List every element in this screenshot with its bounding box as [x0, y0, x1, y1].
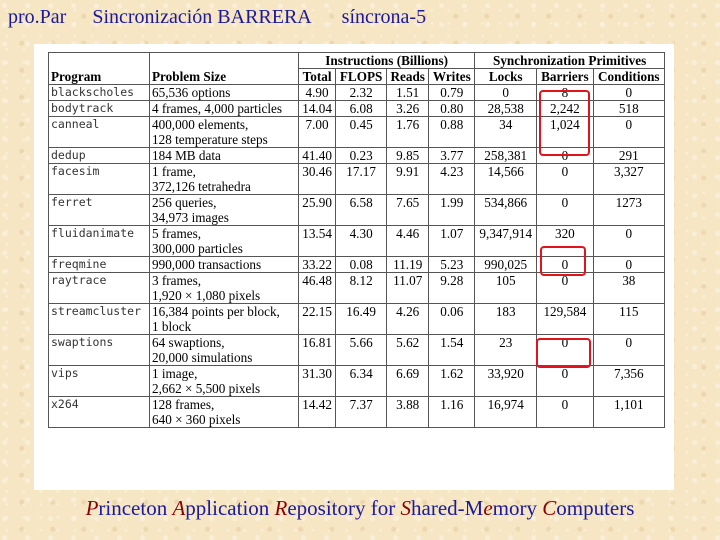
problem-size [150, 148, 299, 164]
barriers-cell: 1,024 [537, 117, 593, 148]
caption-word: mory [492, 496, 543, 520]
locks-cell: 34 [475, 117, 537, 148]
problem-size [150, 366, 299, 397]
course-name: pro.Par [8, 6, 67, 28]
writes-cell: 0.88 [429, 117, 475, 148]
writes-cell: 9.28 [429, 273, 475, 304]
conditions-cell: 518 [593, 101, 664, 117]
problem-size-line: 990,000 transactions [152, 257, 262, 272]
program-name: canneal [49, 117, 150, 148]
reads-cell: 4.46 [387, 226, 429, 257]
program-name: swaptions [49, 335, 150, 366]
conditions-cell: 0 [593, 335, 664, 366]
flops-cell: 8.12 [336, 273, 387, 304]
problem-size [150, 164, 299, 195]
conditions-cell: 1273 [593, 195, 664, 226]
slide-subtitle: síncrona-5 [341, 6, 427, 28]
flops-cell: 16.49 [336, 304, 387, 335]
problem-size-line: 20,000 simulations [152, 350, 253, 365]
table-row [49, 117, 665, 148]
conditions-cell: 3,327 [593, 164, 664, 195]
locks-cell: 28,538 [475, 101, 537, 117]
program-name: x264 [49, 397, 150, 428]
barriers-cell: 0 [537, 148, 593, 164]
caption-word: rinceton [98, 496, 173, 520]
program-name: raytrace [49, 273, 150, 304]
total-cell: 14.42 [299, 397, 336, 428]
problem-size [150, 397, 299, 428]
conditions-cell: 7,356 [593, 366, 664, 397]
reads-cell: 9.85 [387, 148, 429, 164]
problem-size-line: 3 frames, [152, 273, 202, 288]
table-row [49, 304, 665, 335]
locks-cell: 258,381 [475, 148, 537, 164]
writes-cell: 1.99 [429, 195, 475, 226]
problem-size-line: 128 temperature steps [152, 132, 268, 147]
flops-cell: 6.08 [336, 101, 387, 117]
problem-size-line: 640 × 360 pixels [152, 412, 241, 427]
header-reads: Reads [387, 69, 429, 85]
caption-word: epository for [287, 496, 401, 520]
table-row [49, 164, 665, 195]
conditions-cell: 115 [593, 304, 664, 335]
caption-initial: S [400, 496, 412, 520]
total-cell: 14.04 [299, 101, 336, 117]
header-barriers: Barriers [537, 69, 593, 85]
flops-cell: 0.45 [336, 117, 387, 148]
flops-cell: 6.58 [336, 195, 387, 226]
reads-cell: 7.65 [387, 195, 429, 226]
caption-initial: A [172, 496, 186, 520]
total-cell: 31.30 [299, 366, 336, 397]
conditions-cell: 0 [593, 257, 664, 273]
flops-cell: 2.32 [336, 85, 387, 101]
conditions-cell: 0 [593, 117, 664, 148]
program-name: ferret [49, 195, 150, 226]
flops-cell: 5.66 [336, 335, 387, 366]
flops-cell: 6.34 [336, 366, 387, 397]
problem-size-line: 184 MB data [152, 148, 221, 163]
locks-cell: 16,974 [475, 397, 537, 428]
header-locks: Locks [475, 69, 537, 85]
table-row [49, 195, 665, 226]
header-conditions: Conditions [593, 69, 664, 85]
reads-cell: 9.91 [387, 164, 429, 195]
reads-cell: 11.19 [387, 257, 429, 273]
caption-word: hared-M [411, 496, 484, 520]
problem-size [150, 304, 299, 335]
writes-cell: 3.77 [429, 148, 475, 164]
benchmark-table [48, 52, 665, 428]
problem-size-line: 1,920 × 1,080 pixels [152, 288, 261, 303]
total-cell: 22.15 [299, 304, 336, 335]
program-name: vips [49, 366, 150, 397]
barriers-cell: 0 [537, 164, 593, 195]
flops-cell: 7.37 [336, 397, 387, 428]
problem-size-line: 64 swaptions, [152, 335, 225, 350]
locks-cell: 105 [475, 273, 537, 304]
reads-cell: 3.26 [387, 101, 429, 117]
reads-cell: 1.51 [387, 85, 429, 101]
flops-cell: 4.30 [336, 226, 387, 257]
locks-cell: 990,025 [475, 257, 537, 273]
problem-size-line: 2,662 × 5,500 pixels [152, 381, 261, 396]
caption-word: pplication [185, 496, 275, 520]
locks-cell: 534,866 [475, 195, 537, 226]
slide-title [8, 6, 426, 29]
total-cell: 41.40 [299, 148, 336, 164]
header-problem-size: Problem Size [150, 53, 299, 85]
header-total: Total [299, 69, 336, 85]
barriers-cell: 2,242 [537, 101, 593, 117]
table-row [49, 397, 665, 428]
problem-size-line: 300,000 particles [152, 241, 243, 256]
caption-initial: P [85, 496, 99, 520]
barriers-cell: 0 [537, 335, 593, 366]
caption [0, 496, 720, 521]
writes-cell: 0.79 [429, 85, 475, 101]
problem-size [150, 335, 299, 366]
table-row [49, 257, 665, 273]
table-row [49, 335, 665, 366]
barriers-cell: 0 [537, 257, 593, 273]
problem-size-line: 1 frame, [152, 164, 196, 179]
topic-title: Sincronización BARRERA [92, 6, 311, 28]
table-row [49, 101, 665, 117]
flops-cell: 0.23 [336, 148, 387, 164]
problem-size-line: 1 block [152, 319, 192, 334]
writes-cell: 1.54 [429, 335, 475, 366]
problem-size-line: 5 frames, [152, 226, 202, 241]
locks-cell: 0 [475, 85, 537, 101]
total-cell: 13.54 [299, 226, 336, 257]
problem-size-line: 372,126 tetrahedra [152, 179, 251, 194]
problem-size-line: 65,536 options [152, 85, 231, 100]
conditions-cell: 0 [593, 226, 664, 257]
caption-initial: e [483, 496, 493, 520]
problem-size [150, 226, 299, 257]
barriers-cell: 0 [537, 195, 593, 226]
barriers-cell: 129,584 [537, 304, 593, 335]
total-cell: 25.90 [299, 195, 336, 226]
program-name: fluidanimate [49, 226, 150, 257]
caption-initial: R [274, 496, 288, 520]
problem-size-line: 34,973 images [152, 210, 229, 225]
reads-cell: 3.88 [387, 397, 429, 428]
reads-cell: 11.07 [387, 273, 429, 304]
program-name: streamcluster [49, 304, 150, 335]
writes-cell: 1.07 [429, 226, 475, 257]
flops-cell: 0.08 [336, 257, 387, 273]
locks-cell: 33,920 [475, 366, 537, 397]
writes-cell: 4.23 [429, 164, 475, 195]
program-name: bodytrack [49, 101, 150, 117]
locks-cell: 183 [475, 304, 537, 335]
total-cell: 4.90 [299, 85, 336, 101]
problem-size [150, 85, 299, 101]
program-name: dedup [49, 148, 150, 164]
barriers-cell: 0 [537, 366, 593, 397]
program-name: freqmine [49, 257, 150, 273]
program-name: facesim [49, 164, 150, 195]
writes-cell: 1.62 [429, 366, 475, 397]
writes-cell: 0.80 [429, 101, 475, 117]
total-cell: 7.00 [299, 117, 336, 148]
problem-size [150, 195, 299, 226]
conditions-cell: 0 [593, 85, 664, 101]
barriers-cell: 8 [537, 85, 593, 101]
table-row [49, 148, 665, 164]
header-flops: FLOPS [336, 69, 387, 85]
barriers-cell: 0 [537, 273, 593, 304]
header-program: Program [49, 53, 150, 85]
total-cell: 30.46 [299, 164, 336, 195]
problem-size-line: 4 frames, 4,000 particles [152, 101, 283, 116]
table-row [49, 366, 665, 397]
reads-cell: 1.76 [387, 117, 429, 148]
problem-size-line: 256 queries, [152, 195, 217, 210]
total-cell: 46.48 [299, 273, 336, 304]
problem-size-line: 128 frames, [152, 397, 215, 412]
total-cell: 33.22 [299, 257, 336, 273]
problem-size [150, 117, 299, 148]
header-sync-primitives: Synchronization Primitives [475, 53, 665, 69]
reads-cell: 5.62 [387, 335, 429, 366]
header-writes: Writes [429, 69, 475, 85]
table-panel [34, 44, 674, 490]
table-row [49, 273, 665, 304]
reads-cell: 4.26 [387, 304, 429, 335]
flops-cell: 17.17 [336, 164, 387, 195]
conditions-cell: 1,101 [593, 397, 664, 428]
writes-cell: 5.23 [429, 257, 475, 273]
problem-size-line: 1 image, [152, 366, 198, 381]
problem-size [150, 273, 299, 304]
caption-word: omputers [556, 496, 635, 520]
table-row [49, 226, 665, 257]
barriers-cell: 0 [537, 397, 593, 428]
reads-cell: 6.69 [387, 366, 429, 397]
writes-cell: 1.16 [429, 397, 475, 428]
conditions-cell: 38 [593, 273, 664, 304]
writes-cell: 0.06 [429, 304, 475, 335]
total-cell: 16.81 [299, 335, 336, 366]
program-name: blackscholes [49, 85, 150, 101]
conditions-cell: 291 [593, 148, 664, 164]
table-row [49, 85, 665, 101]
table-body [49, 85, 665, 428]
problem-size [150, 101, 299, 117]
locks-cell: 14,566 [475, 164, 537, 195]
problem-size-line: 400,000 elements, [152, 117, 249, 132]
problem-size [150, 257, 299, 273]
locks-cell: 9,347,914 [475, 226, 537, 257]
problem-size-line: 16,384 points per block, [152, 304, 280, 319]
barriers-cell: 320 [537, 226, 593, 257]
locks-cell: 23 [475, 335, 537, 366]
header-instructions: Instructions (Billions) [299, 53, 475, 69]
caption-initial: C [542, 496, 557, 520]
